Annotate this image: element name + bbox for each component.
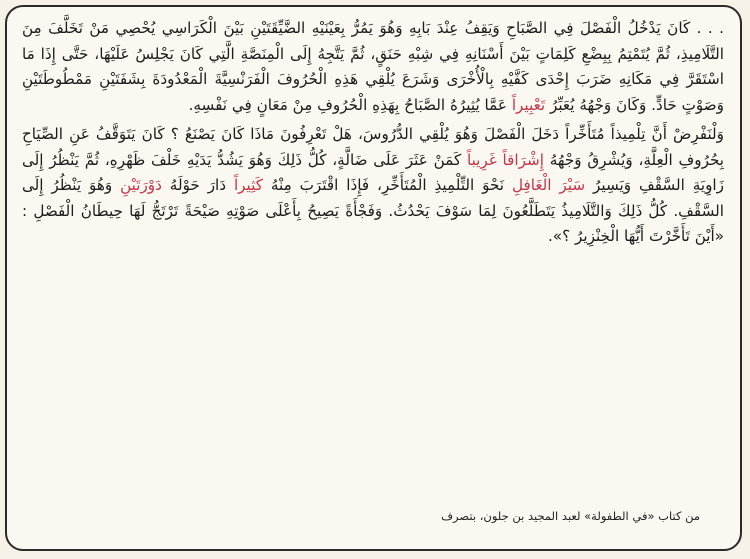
paragraph-1-text-2: عَمَّا يُثِيرُهُ الصَّبَاحُ بِهَذِهِ الْحُرُوفِ مِنْ مَعَانٍ فِي نَفْسِهِ. xyxy=(188,95,512,114)
paragraph-2-text-5: وَهُوَ يَنْظُرُ إِلَى السَّقْفِ. كُلُّ ذَلِكَ وَالتَّلَامِيذُ يَتَطَلَّعُونَ لِمَا سَوْفَ يَحْدُثُ. وَفَجْأَةً يَصِيحُ بِأَعْلَى صَوْتِهِ صَيْحَةً تَرْتَجُّ لَهَا حِيطَانُ الْفَصْلِ : «أَيْنَ تَأَخَّرْتَ أَيُّهَا الْخِنْزِيرُ ؟». xyxy=(22,176,724,245)
highlighted-phrase-ishraqan-gharīban: إِشْرَاقاً غَرِيباً xyxy=(466,150,544,169)
paragraph-2-text-3: نَحْوَ التِّلْمِيذِ الْمُتَأَخِّرِ، فَإِذَا اقْتَرَبَ مِنْهُ xyxy=(262,176,512,194)
reading-passage xyxy=(22,16,724,250)
highlighted-phrase-sayr-alghafil: سَيْرَ الْغَافِلِ xyxy=(511,176,586,194)
source-citation: من كتاب «في الطفولة» لعبد المجيد بن جلون، بتصرف xyxy=(441,509,700,523)
paragraph-2-text-4: دَارَ حَوْلَهُ xyxy=(161,176,234,194)
highlighted-word-dawratayn: دَوْرَتَيْنِ xyxy=(120,176,162,194)
paragraph-2-text-1: وَلْنَفْرِضْ أَنَّ تِلْمِيذاً مُتَأَخِّراً دَخَلَ الْفَصْلَ وَهُوَ يُلْقِي الدُّرُوسَ، هَلْ تَعْرِفُونَ مَاذَا كَانَ يَصْنَعُ ؟ كَانَ يَتَوَقَّفُ عَنِ الصِّيَاحِ بِحُرُوفِ الْعِلَّةِ، وَيُشْرِقُ وَجْهُهُ xyxy=(22,125,724,169)
paragraph-1 xyxy=(22,16,724,118)
paragraph-1-text-1: . . . كَانَ يَدْخُلُ الْفَصْلَ فِي الصَّبَاحِ وَيَقِفُ عِنْدَ بَابِهِ وَهُوَ يَمُرُّ بِعَيْنَيْهِ الضَّيِّقَتَيْنِ بَيْنَ الْكَرَاسِي يُحْصِي مَنْ تَخَلَّفَ مِنَ التَّلَامِيذِ، ثُمَّ يُتَمْتِمُ بِبِضْعِ كَلِمَاتٍ بَيْنَ أَسْنَانِهِ فِي شِبْهِ حَنَقٍ، ثُمَّ يَتَّجِهُ إِلَى الْمِنَصَّةِ الَّتِي كَانَ يَجْلِسُ عَلَيْهَا، حَتَّى إِذَا مَا اسْتَقَرَّ فِي مَكَانِهِ ضَرَبَ إِحْدَى كَفَّيْهِ بِالْأُخْرَى وَشَرَعَ يُلْقِي هَذِهِ الْحُرُوفَ الْفَرَنْسِيَّةَ الْمَعْدُودَةَ بِشَفَتَيْنِ مَمْطُوطَتَيْنِ وَصَوْتٍ حَادٍّ. وَكَانَ وَجْهُهُ يُعَبِّرُ xyxy=(22,19,724,114)
highlighted-word-kathiran: كَثِيراً xyxy=(233,176,263,194)
paragraph-2-text-2: كَمَنْ عَثَرَ عَلَى ضَالَّةٍ، كُلُّ ذَلِكَ وَهُوَ يَشُدُّ يَدَيْهِ خَلْفَ ظَهْرِهِ، ثُمَّ يَنْظُرُ إِلَى زَاوِيَةِ السَّقْفِ وَيَسِيرُ xyxy=(22,150,724,194)
highlighted-word-tabiran: تَعْبِيراً xyxy=(511,95,546,114)
paragraph-2 xyxy=(22,122,724,250)
